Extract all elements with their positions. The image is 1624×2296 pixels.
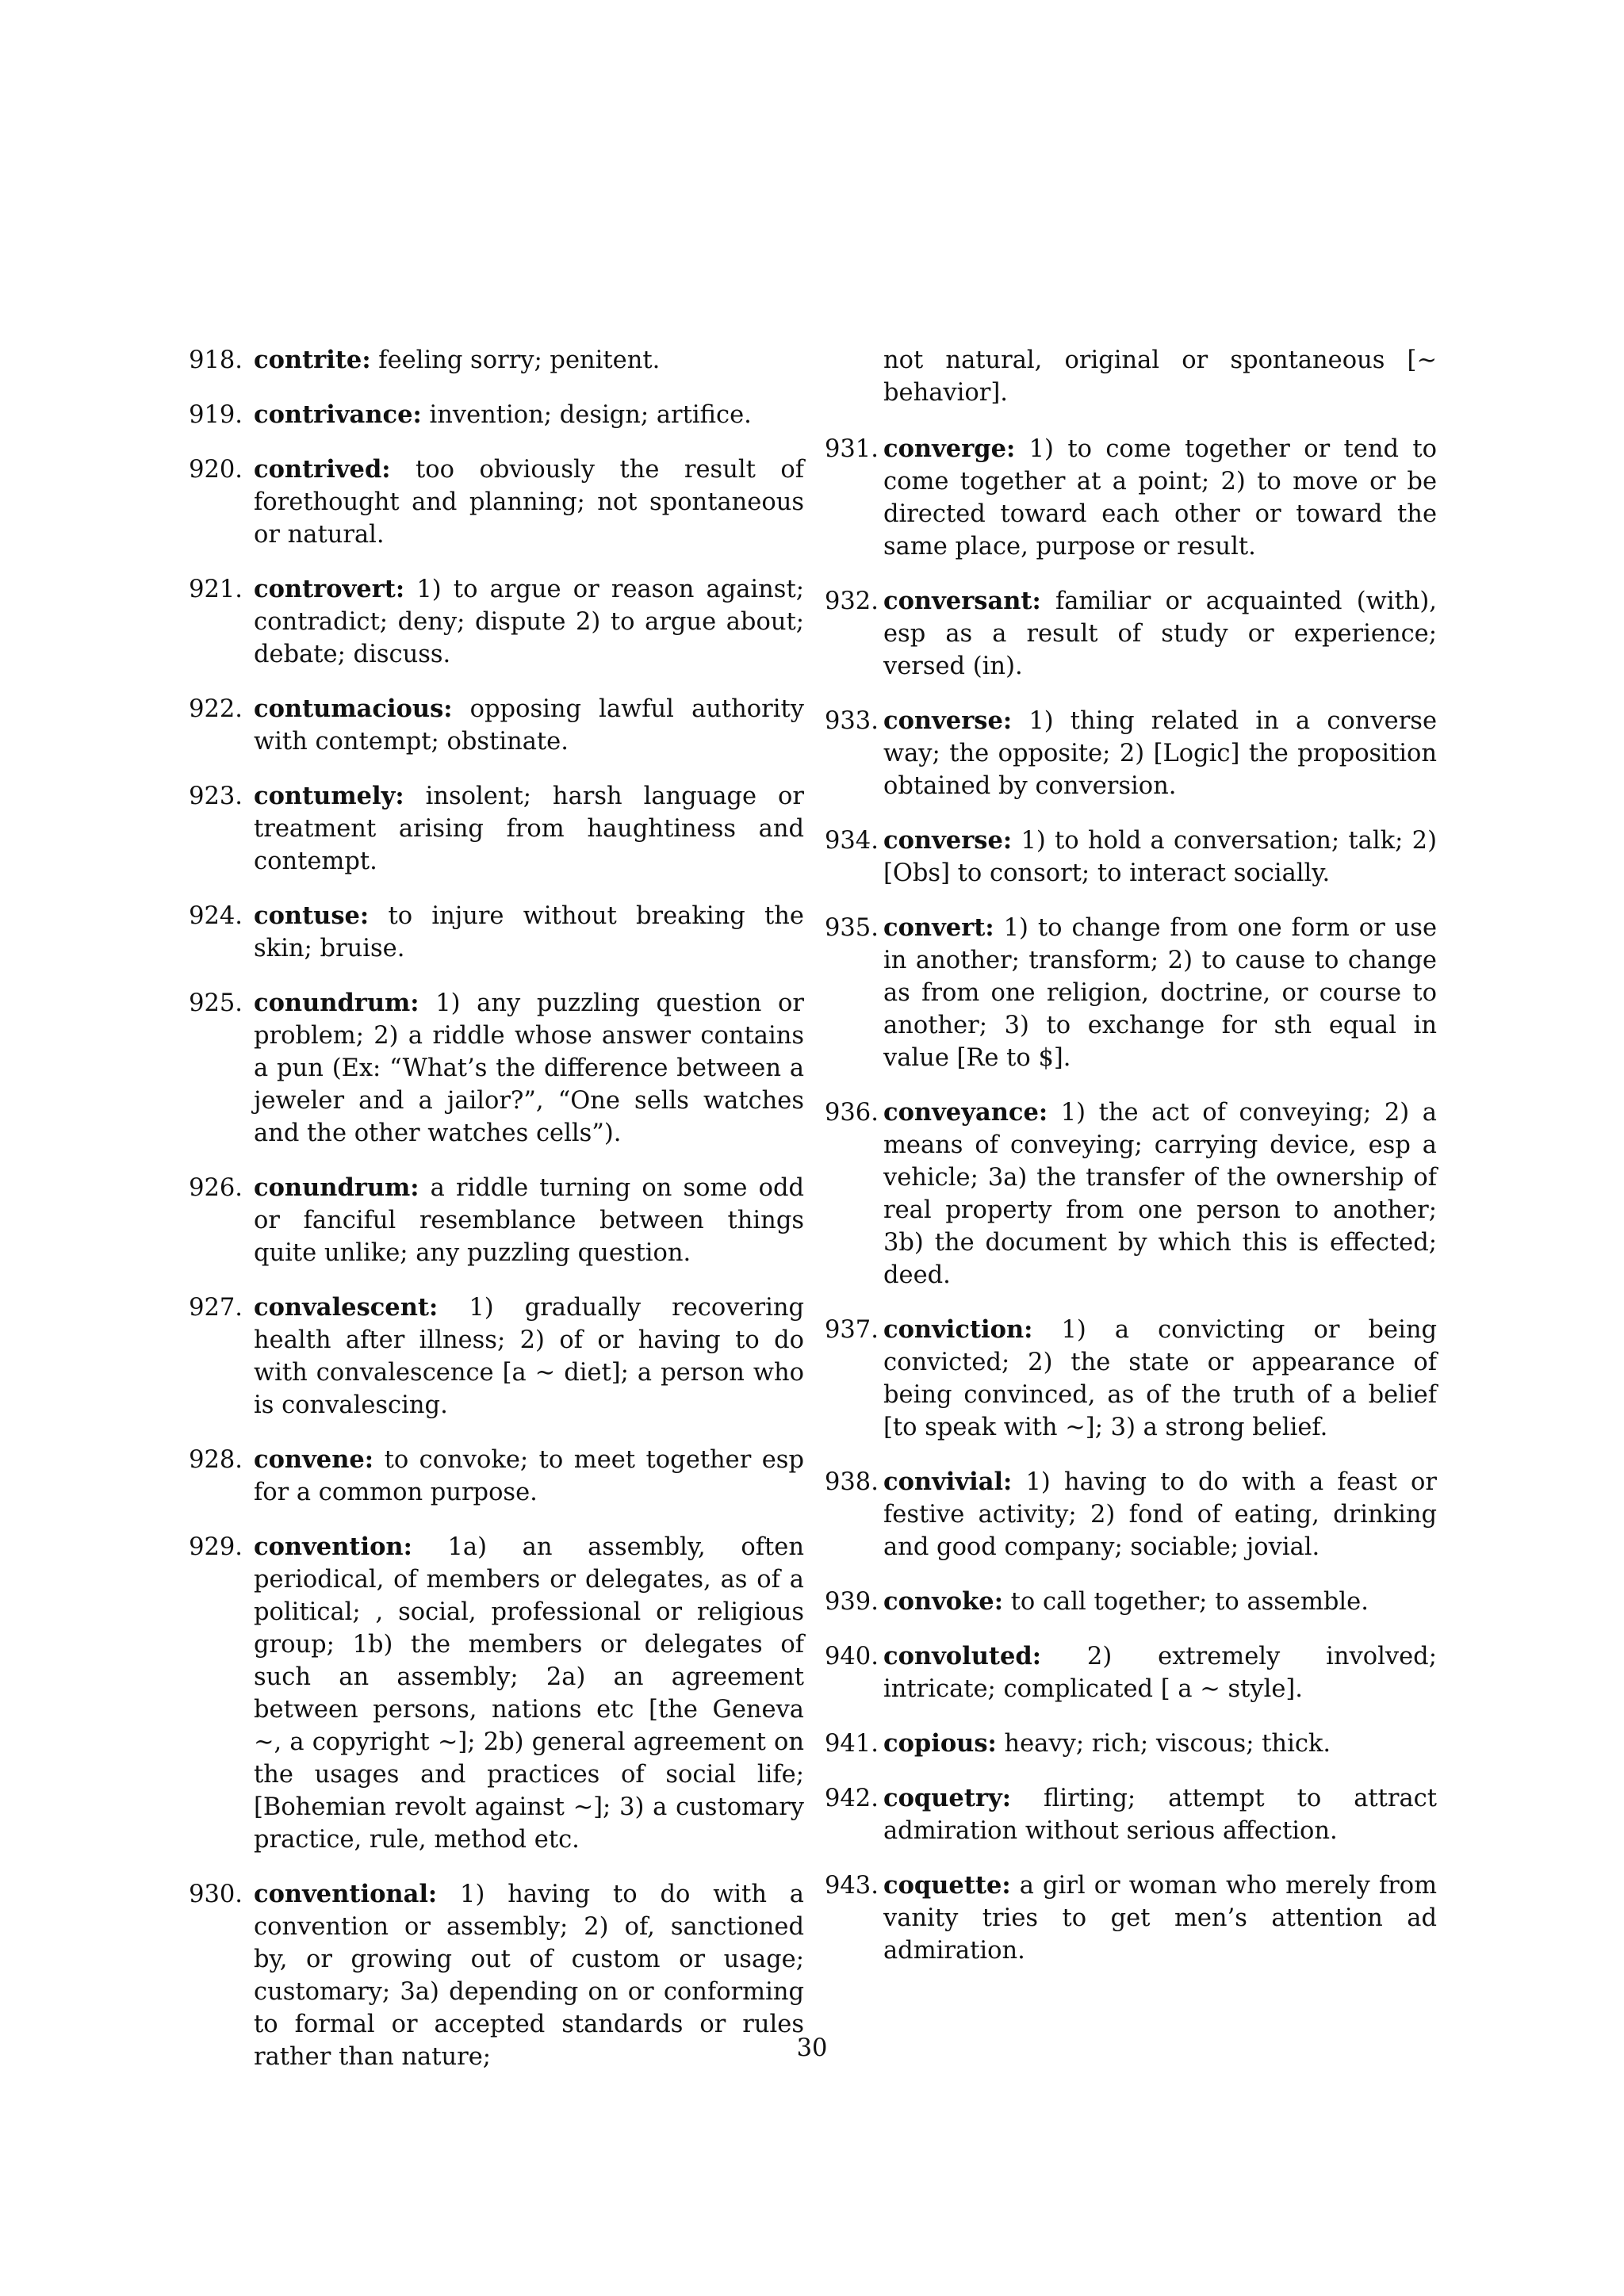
entry-definition: 1) a convicting or being convicted; 2) the state or appearance of being convinced, as of the truth of a belief [to speak with ∼]; 3) a strong belief. xyxy=(883,1316,1437,1441)
entry-term: convert: xyxy=(883,913,994,942)
glossary-entry xyxy=(187,1444,804,1509)
glossary-entry xyxy=(187,693,804,758)
entry-term: convoke: xyxy=(883,1587,1003,1616)
entry-number: 936. xyxy=(825,1099,879,1127)
entry-term: contumacious: xyxy=(254,695,453,723)
glossary-entry xyxy=(825,1096,1437,1292)
entry-definition: 1) having to do with a convention or assembly; 2) of, sanctioned by, or growing out of custom or usage; customary; 3a) depending on or conforming to formal or accepted standards or rules rather than nature; xyxy=(254,1881,804,2071)
entry-term: convoluted: xyxy=(883,1642,1041,1670)
entry-definition: to convoke; to meet together esp for a common purpose. xyxy=(254,1446,804,1506)
entry-number: 926. xyxy=(189,1174,243,1202)
entry-number: 924. xyxy=(189,902,243,930)
entry-number: 943. xyxy=(825,1872,879,1900)
entry-definition: insolent; harsh language or treatment arising from haughtiness and contempt. xyxy=(254,783,804,875)
entry-number: 935. xyxy=(825,914,879,942)
glossary-entry xyxy=(187,1531,804,1856)
entry-term: converse: xyxy=(883,826,1013,855)
entry-definition: familiar or acquainted (with), esp as a result of study or experience; versed (in). xyxy=(883,587,1437,680)
glossary-entry xyxy=(825,1314,1437,1444)
glossary-entry xyxy=(825,705,1437,802)
entry-term: contrite: xyxy=(254,346,371,374)
entry-number: 920. xyxy=(189,456,243,484)
entry-number: 938. xyxy=(825,1468,879,1496)
entry-number: 927. xyxy=(189,1294,243,1322)
entry-number: 925. xyxy=(189,989,243,1017)
entry-term: converge: xyxy=(883,434,1016,463)
entry-term: contuse: xyxy=(254,901,370,930)
entry-term: conversant: xyxy=(883,587,1041,615)
entry-term: coquette: xyxy=(883,1871,1011,1900)
right-column xyxy=(825,344,1437,1989)
glossary-entry xyxy=(825,585,1437,683)
entry-definition: 1) the act of conveying; 2) a means of conveying; carrying device, esp a vehicle; 3a) the transfer of the ownership of real property from one person to another; 3b) the document by which this is effected; deed. xyxy=(883,1099,1437,1289)
glossary-entry xyxy=(825,1586,1437,1618)
entry-term: convivial: xyxy=(883,1468,1013,1496)
entry-definition: to call together; to assemble. xyxy=(1010,1588,1369,1616)
glossary-entry xyxy=(187,1172,804,1269)
glossary-entry xyxy=(187,780,804,878)
entry-number: 918. xyxy=(189,346,243,374)
glossary-entry xyxy=(825,1640,1437,1705)
entry-term: conundrum: xyxy=(254,989,419,1017)
entry-definition: 1) thing related in a converse way; the opposite; 2) [Logic] the proposition obtained by conversion. xyxy=(883,707,1437,800)
entry-term: contrived: xyxy=(254,455,391,484)
glossary-entry xyxy=(825,433,1437,563)
glossary-entry xyxy=(187,573,804,671)
entry-number: 928. xyxy=(189,1446,243,1474)
entry-term: contrivance: xyxy=(254,400,422,429)
entry-definition: 1) to come together or tend to come together at a point; 2) to move or be directed toward each other or toward the same place, purpose or result. xyxy=(883,435,1437,561)
glossary-entry xyxy=(187,399,804,431)
glossary-entry xyxy=(187,344,804,377)
glossary-entry xyxy=(187,987,804,1150)
entry-definition: 1a) an assembly, often periodical, of members or delegates, as of a political; , social, professional or religious group; 1b) the members or delegates of such an assembly; 2a) an agreement between persons, nations etc [the Geneva ∼, a copyright ∼]; 2b) general agreement on the usages and practices of social life; [Bohemian revolt against ∼]; 3) a customary practice, rule, method etc. xyxy=(254,1533,804,1854)
entry-term: controvert: xyxy=(254,575,405,603)
left-column xyxy=(187,344,804,2095)
entry-number: 933. xyxy=(825,707,879,735)
entry-definition: 1) to argue or reason against; contradict; deny; dispute 2) to argue about; debate; discuss. xyxy=(254,576,804,668)
entry-definition: 1) any puzzling question or problem; 2) a riddle whose answer contains a pun (Ex: “What’s the difference between a jeweler and a jailor?”, “One sells watches and the other watches cells”). xyxy=(254,989,804,1147)
entry-number: 921. xyxy=(189,576,243,603)
glossary-entry xyxy=(187,900,804,965)
entry-number: 934. xyxy=(825,827,879,855)
entry-term: contumely: xyxy=(254,782,404,810)
entry-term: copious: xyxy=(883,1729,997,1758)
entry-number: 923. xyxy=(189,783,243,810)
entry-definition: 1) to change from one form or use in another; transform; 2) to cause to change as from one religion, doctrine, or course to another; 3) to exchange for sth equal in value [Re to $]. xyxy=(883,914,1437,1072)
entry-definition: a girl or woman who merely from vanity tries to get men’s attention ad admiration. xyxy=(883,1872,1437,1965)
entry-number: 922. xyxy=(189,695,243,723)
entry-definition: too obviously the result of forethought and planning; not spontaneous or natural. xyxy=(254,456,804,549)
entry-number: 932. xyxy=(825,587,879,615)
glossary-entry xyxy=(187,1292,804,1422)
entry-definition: 1) gradually recovering health after illness; 2) of or having to do with convalescence [a ∼ diet]; a person who is convalescing. xyxy=(254,1294,804,1419)
entry-definition: a riddle turning on some odd or fanciful resemblance between things quite unlike; any puzzling question. xyxy=(254,1174,804,1267)
entry-term: convene: xyxy=(254,1445,374,1474)
entry-continuation-text: not natural, original or spontaneous [∼ behavior]. xyxy=(883,346,1437,407)
glossary-entry xyxy=(825,1869,1437,1967)
entry-number: 939. xyxy=(825,1588,879,1616)
entry-definition: invention; design; artifice. xyxy=(429,401,752,429)
entry-definition: 1) having to do with a feast or festive activity; 2) fond of eating, drinking and good company; sociable; jovial. xyxy=(883,1468,1437,1561)
entry-term: converse: xyxy=(883,706,1013,735)
entry-definition: to injure without breaking the skin; bruise. xyxy=(254,902,804,962)
entry-definition: flirting; attempt to attract admiration without serious affection. xyxy=(883,1785,1437,1845)
glossary-entry xyxy=(825,1728,1437,1760)
entry-number: 941. xyxy=(825,1730,879,1758)
entry-number: 937. xyxy=(825,1316,879,1344)
glossary-entry xyxy=(825,912,1437,1074)
page-number: 30 xyxy=(796,2034,828,2062)
glossary-entry xyxy=(825,1782,1437,1847)
entry-term: coquetry: xyxy=(883,1784,1011,1812)
entry-term: conundrum: xyxy=(254,1173,419,1202)
entry-definition: heavy; rich; viscous; thick. xyxy=(1004,1730,1331,1758)
entry-term: convention: xyxy=(254,1533,412,1561)
entry-number: 940. xyxy=(825,1643,879,1670)
entry-number: 919. xyxy=(189,401,243,429)
entry-definition: feeling sorry; penitent. xyxy=(378,346,661,374)
entry-term: conviction: xyxy=(883,1315,1033,1344)
entry-number: 942. xyxy=(825,1785,879,1812)
entry-definition: 1) to hold a conversation; talk; 2) [Obs] to consort; to interact socially. xyxy=(883,827,1437,887)
entry-number: 930. xyxy=(189,1881,243,1908)
entry-term: conventional: xyxy=(254,1880,438,1908)
glossary-entry xyxy=(825,1466,1437,1563)
entry-definition: opposing lawful authority with contempt; obstinate. xyxy=(254,695,804,756)
entry-term: convalescent: xyxy=(254,1293,439,1322)
glossary-entry xyxy=(187,453,804,551)
entry-number: 931. xyxy=(825,435,879,463)
entry-definition: 2) extremely involved; intricate; complicated [ a ∼ style]. xyxy=(883,1643,1437,1703)
entry-continuation xyxy=(825,344,1437,409)
entry-number: 929. xyxy=(189,1533,243,1561)
entry-term: conveyance: xyxy=(883,1098,1048,1127)
glossary-entry xyxy=(825,825,1437,890)
